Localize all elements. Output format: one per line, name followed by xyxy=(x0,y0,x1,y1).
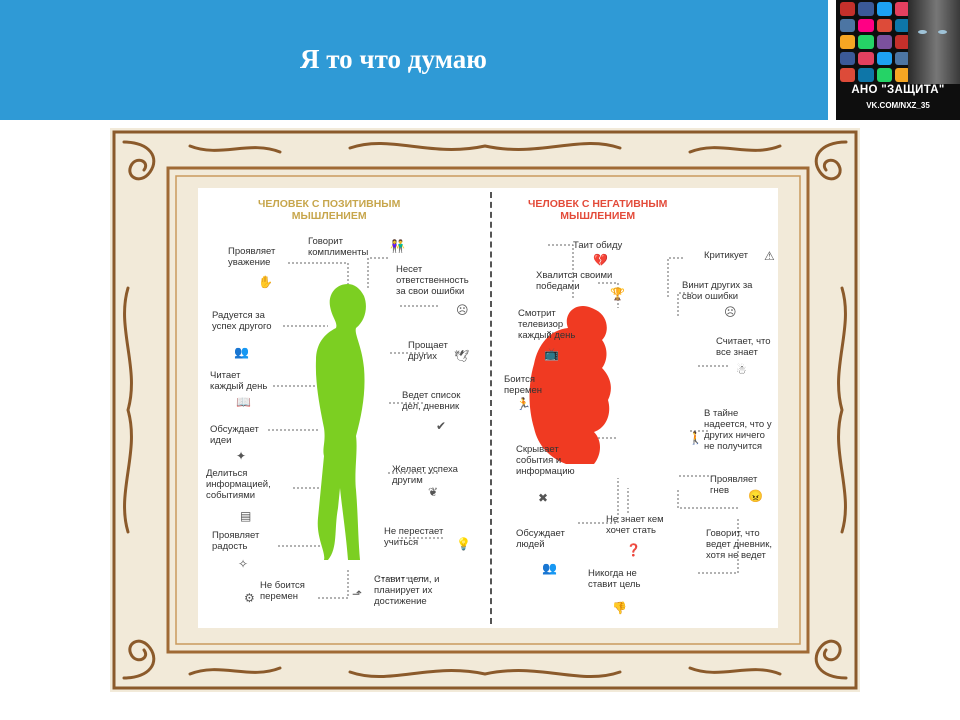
negative-item: Боится перемен xyxy=(504,374,543,396)
negative-item: Не знает кем хочет стать xyxy=(606,514,664,536)
face-image xyxy=(908,0,960,84)
hidden-info-icon: ✖ xyxy=(538,491,549,505)
positive-item: Несет ответственность за свои ошибки xyxy=(396,264,469,297)
social-icons-collage xyxy=(840,2,910,82)
positive-item: Прощает других xyxy=(408,340,448,362)
positive-item: Не перестает учиться xyxy=(384,526,444,548)
slide-title: Я то что думаю xyxy=(300,44,487,74)
slide-header xyxy=(0,0,828,120)
positive-item: Проявляет уважение xyxy=(228,246,276,268)
positive-item: Читает каждый день xyxy=(210,370,268,392)
warning-icon: ⚠ xyxy=(764,249,775,263)
angry-face-icon: ☹ xyxy=(724,305,737,319)
infographic-poster xyxy=(110,128,860,692)
positive-item: Делиться информацией, событиями xyxy=(206,468,271,501)
reading-icon: 📖 xyxy=(236,395,251,409)
logo-name: АНО "ЗАЩИТА" xyxy=(851,84,945,96)
silhouettes xyxy=(198,188,778,628)
winner-icon: 🏆 xyxy=(610,287,625,301)
positive-item: Обсуждает идеи xyxy=(210,424,259,446)
dove-icon: 🕊 xyxy=(454,349,470,363)
negative-item: Проявляет гнев xyxy=(710,474,758,496)
negative-item: Считает, что все знает xyxy=(716,336,771,358)
joy-icon: ✧ xyxy=(238,557,249,571)
question-icon: ❓ xyxy=(626,543,641,557)
logo-url: VK.COM/NXZ_35 xyxy=(866,101,930,110)
stairs-icon: ⬏ xyxy=(352,587,363,601)
cheers-icon: ❦ xyxy=(428,485,439,499)
negative-item: Говорит, что ведет дневник, хотя не ведет xyxy=(706,528,772,561)
person-with-cane-icon: 🚶 xyxy=(688,431,703,445)
group-icon: 👥 xyxy=(234,345,249,359)
gossip-icon: 👥 xyxy=(542,561,557,575)
lightbulb-icon: 💡 xyxy=(456,537,471,551)
positive-item: Ставит цели, и планирует их достижение xyxy=(374,574,440,607)
gears-icon: ⚙ xyxy=(244,591,255,605)
know-it-all-icon: ☃ xyxy=(736,363,747,377)
negative-item: Винит других за свои ошибки xyxy=(682,280,753,302)
positive-silhouette xyxy=(316,284,366,560)
running-icon: 🏃 xyxy=(516,397,531,411)
ideas-icon: ✦ xyxy=(236,449,247,463)
negative-item: Скрывает события и информацию xyxy=(516,444,575,477)
document-icon: ▤ xyxy=(240,509,252,523)
negative-item: Никогда не ставит цель xyxy=(588,568,641,590)
negative-item: Критикует xyxy=(704,250,749,261)
positive-item: Ведет список дел, дневник xyxy=(402,390,461,412)
negative-item: Таит обиду xyxy=(573,240,623,251)
positive-item: Говорит комплименты xyxy=(308,236,369,258)
broken-heart-icon: 💔 xyxy=(593,253,608,267)
positive-item: Не боится перемен xyxy=(260,580,305,602)
organization-logo xyxy=(836,0,960,120)
anger-icon: 😠 xyxy=(748,489,763,503)
handshake-icon: ✋ xyxy=(258,275,273,289)
negative-column-title: ЧЕЛОВЕК С НЕГАТИВНЫМ МЫШЛЕНИЕМ xyxy=(528,198,668,222)
checkmark-icon: ✔ xyxy=(436,419,447,433)
negative-item: В тайне надеется, что у других ничего не получится xyxy=(704,408,772,452)
negative-item: Обсуждает людей xyxy=(516,528,565,550)
sad-face-icon: ☹ xyxy=(456,303,469,317)
positive-item: Проявляет радость xyxy=(212,530,260,552)
positive-item: Радуется за успех другого xyxy=(212,310,272,332)
thumbs-down-icon: 👎 xyxy=(612,601,627,615)
positive-item: Желает успеха другим xyxy=(392,464,458,486)
tv-icon: 📺 xyxy=(544,347,559,361)
people-icon: 👫 xyxy=(390,239,405,253)
positive-column-title: ЧЕЛОВЕК С ПОЗИТИВНЫМ МЫШЛЕНИЕМ xyxy=(258,198,401,222)
infographic-panel xyxy=(198,188,778,628)
negative-item: Хвалится своими победами xyxy=(536,270,613,292)
negative-item: Смотрит телевизор каждый день xyxy=(518,308,576,341)
